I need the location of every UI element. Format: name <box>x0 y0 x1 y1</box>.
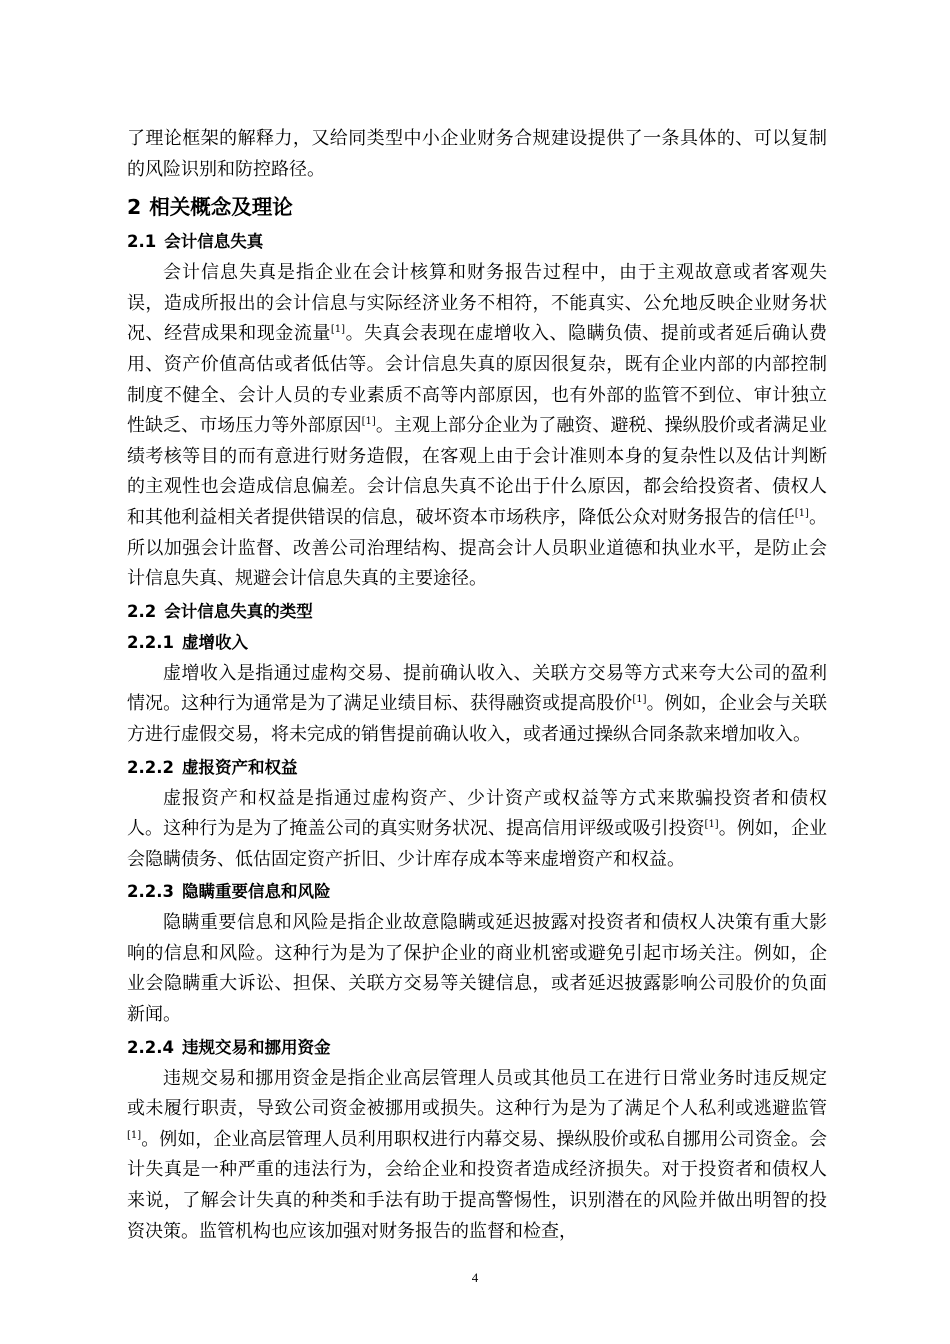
citation-ref: [1] <box>127 1129 142 1141</box>
section-2-2-3-paragraph: 隐瞒重要信息和风险是指企业故意隐瞒或延迟披露对投资者和债权人决策有重大影响的信息和风险。这种行为是为了保护企业的商业机密或避免引起市场关注。例如，企业会隐瞒重大诉讼、担保、关联方交易等关键信息，或者延迟披露影响公司股价的负面新闻。 <box>127 912 827 1026</box>
text-run: 。例如，企业会与关联方进行虚假交易，将未完成的销售提前确认收入，或者通过操纵合同条款来增加收入。 <box>127 693 827 745</box>
section-number: 2.2.3 <box>127 882 174 902</box>
citation-ref: [1] <box>330 324 346 336</box>
section-number: 2.2.4 <box>127 1037 174 1057</box>
section-title: 会计信息失真 <box>164 232 264 252</box>
citation-ref: [1] <box>632 694 647 706</box>
citation-ref: [1] <box>361 416 376 428</box>
text-run: 虚报资产和权益是指通过虚构资产、少计资产或权益等方式来欺骗投资者和债权人。这种行为是为了掩盖公司的真实财务状况、提高信用评级或吸引投资 <box>127 787 827 840</box>
section-title: 虚增收入 <box>181 632 248 652</box>
text-run: 。所以加强会计监督、改善公司治理结构、提高会计人员职业道德和执业水平，是防止会计信息失真、规避会计信息失真的主要途径。 <box>127 506 828 590</box>
section-2-2-3-heading <box>127 877 827 906</box>
section-title: 隐瞒重要信息和风险 <box>181 882 331 902</box>
section-2-2-heading <box>127 597 827 626</box>
section-2-heading <box>127 191 827 223</box>
section-number: 2.2 <box>127 601 157 621</box>
text-run: 。例如，企业会隐瞒债务、低估固定资产折旧、少计库存成本等来虚增资产和权益。 <box>127 818 828 870</box>
section-2-2-2-heading <box>127 753 827 782</box>
section-title: 会计信息失真的类型 <box>164 601 313 621</box>
section-2-2-4-heading <box>127 1033 827 1062</box>
citation-ref: [1] <box>704 819 719 831</box>
section-2-2-4-paragraph <box>127 1064 827 1248</box>
text-run: 。例如，企业高层管理人员利用职权进行内幕交易、操纵股价或私自挪用公司资金。会计失真是一种严重的违法行为，会给企业和投资者造成经济损失。对于投资者和债权人来说，了解会计失真的种类和手法有助于提高警惕性，识别潜在的风险并做出明智的投资决策。监管机构也应该加强对财务报告的监督和检查， <box>127 1128 827 1242</box>
section-number: 2.2.2 <box>127 757 174 777</box>
document-body <box>127 124 827 1247</box>
text-run: 。主观上部分企业为了融资、避税、操纵股价或者满足业绩考核等目的而有意进行财务造假，在客观上由于会计准则本身的复杂性以及估计判断的主观性也会造成信息偏差。会计信息失真不论出于什么原因，都会给投资者、债权人和其他利益相关者提供错误的信息，破坏资本市场秩序，降低公众对财务报告的信任 <box>127 415 827 528</box>
section-2-2-2-paragraph <box>127 784 827 876</box>
section-number: 2.2.1 <box>127 632 174 652</box>
intro-paragraph-tail: 了理论框架的解释力，又给同类型中小企业财务合规建设提供了一条具体的、可以复制的风险识别和防控路径。 <box>127 128 827 180</box>
section-2-2-1-heading <box>127 628 827 657</box>
section-2-2-1-paragraph <box>127 659 827 751</box>
text-run: 。失真会表现在虚增收入、隐瞒负债、提前或者延后确认费用、资产价值高估或者低估等。会计信息失真的原因很复杂，既有企业内部的内部控制制度不健全、会计人员的专业素质不高等内部原因，也有外部的监管不到位、审计独立性缺乏、市场压力等外部原因 <box>127 323 828 437</box>
text-run: 虚增收入是指通过虚构交易、提前确认收入、关联方交易等方式来夸大公司的盈利情况。这种行为通常是为了满足业绩目标、获得融资或提高股价 <box>127 662 827 715</box>
section-number: 2.1 <box>127 232 157 252</box>
section-title: 相关概念及理论 <box>149 195 293 220</box>
text-run: 会计信息失真是指企业在会计核算和财务报告过程中，由于主观故意或者客观失误，造成所报出的会计信息与实际经济业务不相符，不能真实、公允地反映企业财务状况、经营成果和现金流量 <box>127 262 827 345</box>
text-run: 违规交易和挪用资金是指企业高层管理人员或其他员工在进行日常业务时违反规定或未履行职责，导致公司资金被挪用或损失。这种行为是为了满足个人私利或逃避监管 <box>127 1067 827 1120</box>
section-2-1-heading <box>127 227 827 256</box>
section-title: 违规交易和挪用资金 <box>181 1037 331 1057</box>
citation-ref: [1] <box>794 507 809 519</box>
section-number: 2 <box>127 195 142 220</box>
section-2-1-paragraph <box>127 258 827 595</box>
page-number: 4 <box>471 1270 479 1285</box>
section-title: 虚报资产和权益 <box>181 757 298 777</box>
